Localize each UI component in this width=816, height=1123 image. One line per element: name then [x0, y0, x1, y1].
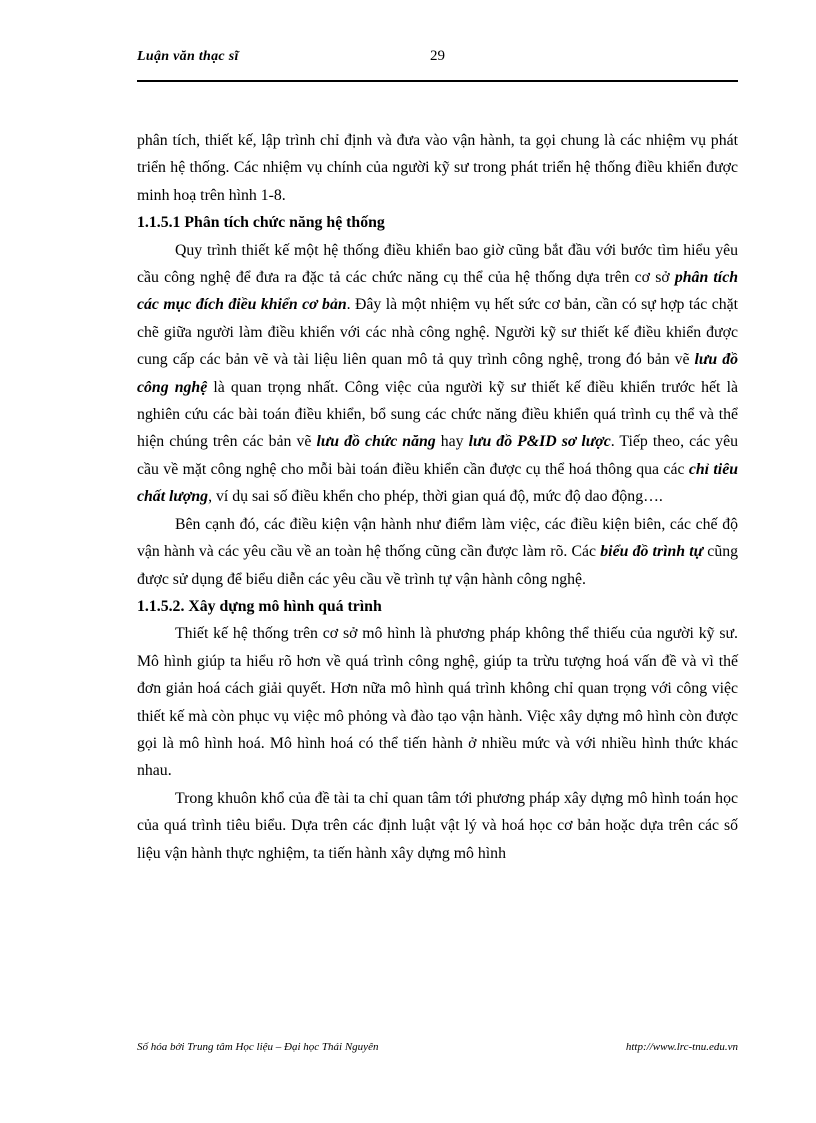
- text-run: Quy trình thiết kế một hệ thống điều khiển bao giờ cũng bắt đầu với bước tìm hiểu yêu cầu công nghệ để đưa ra đặc tả các chức năng cụ thể của hệ thống dựa trên cơ sở: [137, 241, 738, 287]
- paragraph-4: Thiết kế hệ thống trên cơ sở mô hình là phương pháp không thể thiếu của người kỹ sư. Mô hình giúp ta hiểu rõ hơn về quá trình công nghệ, giúp ta trừu tượng hoá vấn đề và vì thế đơn giản hoá cách giải quyết. Hơn nữa mô hình quá trình không chỉ quan trọng với công việc thiết kế mà còn phục vụ việc mô phỏng và đào tạo vận hành. Việc xây dựng mô hình còn được gọi là mô hình hoá. Mô hình hoá có thể tiến hành ở nhiều mức và với nhiều hình thức khác nhau.: [137, 625, 738, 780]
- header-divider: [137, 80, 738, 82]
- text-run: cũng được sử dụng để biểu diễn các yêu cầu về trình tự vận hành công nghệ.: [137, 543, 739, 588]
- text-run: . Tiếp theo, các yêu cầu về mặt công nghệ cho mỗi bài toán điều khiển cần được cụ thể hoá thông qua các: [137, 433, 738, 478]
- page-body: [137, 127, 738, 867]
- paragraph-1: phân tích, thiết kế, lập trình chỉ định và đưa vào vận hành, ta gọi chung là các nhiệm vụ phát triển hệ thống. Các nhiệm vụ chính của người kỹ sư trong phát triển hệ thống điều khiển được minh hoạ trên hình 1-8.: [137, 132, 738, 204]
- page-header: [137, 44, 738, 84]
- paragraph-2: [137, 237, 738, 511]
- emphasis: phân tích các mục đích điều khiển cơ bản: [137, 269, 738, 314]
- text-run: Bên cạnh đó, các điều kiện vận hành như điểm làm việc, các điều kiện biên, các chế độ vận hành và các yêu cầu về an toàn hệ thống cũng cần được làm rõ. Các: [137, 515, 738, 561]
- emphasis: chỉ tiêu chất lượng: [137, 460, 738, 506]
- footer-source: Số hóa bởi Trung tâm Học liệu – Đại học Thái Nguyên: [137, 1041, 379, 1053]
- paragraph-5: Trong khuôn khổ của đề tài ta chỉ quan tâm tới phương pháp xây dựng mô hình toán học của quá trình tiêu biểu. Dựa trên các định luật vật lý và hoá học cơ bản hoặc dựa trên các số liệu vận hành thực nghiệm, ta tiến hành xây dựng mô hình: [137, 789, 738, 862]
- text-run: hay: [435, 433, 469, 451]
- emphasis: biểu đồ trình tự: [600, 543, 704, 561]
- page-number: 29: [430, 48, 445, 64]
- footer-url: http://www.lrc-tnu.edu.vn: [625, 1041, 738, 1053]
- text-run: . Đây là một nhiệm vụ hết sức cơ bản, cần có sự hợp tác chặt chẽ giữa người làm điều khiển với các nhà công nghệ. Người kỹ sư thiết kế điều khiển được cung cấp các bản vẽ và tài liệu liên quan mô tả quy trình công nghệ, trong đó bản vẽ: [137, 296, 738, 369]
- text-run: là quan trọng nhất. Công việc của người kỹ sư thiết kế điều khiển trước hết là nghiên cứu các bài toán điều khiển, bổ sung các chức năng điều khiển quá trình cụ thể và thể hiện chúng trên các bản vẽ: [137, 378, 738, 451]
- section-heading-1-1-5-1: 1.1.5.1 Phân tích chức năng hệ thống: [137, 214, 385, 232]
- emphasis: lưu đồ công nghệ: [137, 351, 738, 396]
- text-run: , ví dụ sai số điều khển cho phép, thời gian quá độ, mức độ dao động….: [208, 488, 663, 506]
- emphasis: lưu đồ chức năng: [316, 433, 436, 451]
- emphasis: lưu đồ P&ID sơ lược: [468, 433, 611, 451]
- header-title: Luận văn thạc sĩ: [137, 49, 239, 64]
- paragraph-3: [137, 511, 738, 593]
- section-heading-1-1-5-2: 1.1.5.2. Xây dựng mô hình quá trình: [137, 597, 382, 615]
